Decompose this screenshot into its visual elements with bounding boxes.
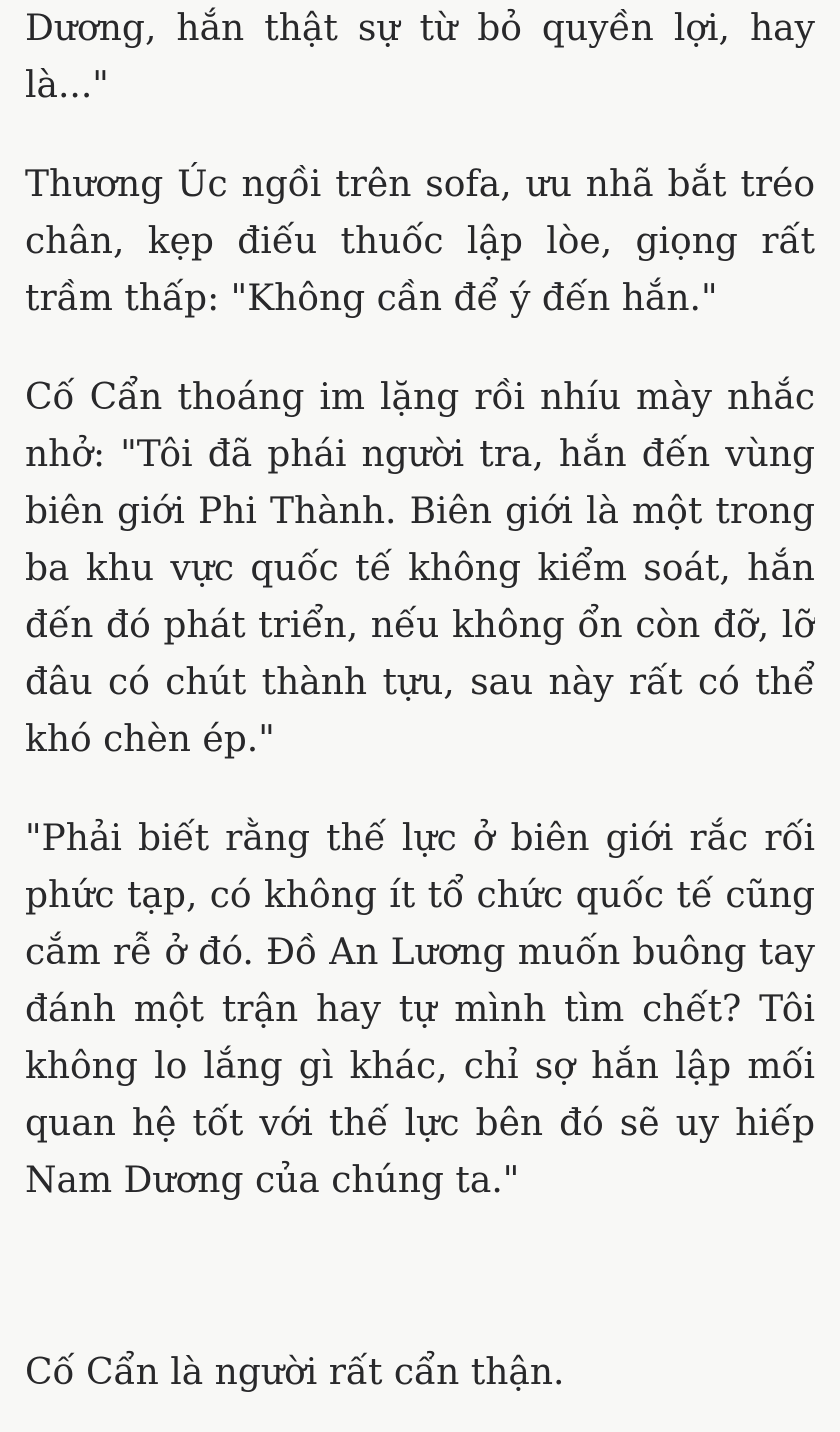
paragraph: [25, 810, 815, 1209]
text-line: không lo lắng gì khác, chỉ sợ hắn lập mối: [25, 1046, 815, 1087]
text-line: khó chèn ép.": [25, 719, 275, 760]
text-line: là...": [25, 65, 109, 106]
text-line: quan hệ tốt với thế lực bên đó sẽ uy hiếp: [25, 1103, 815, 1144]
text-line: đâu có chút thành tựu, sau này rất có thể: [25, 662, 815, 703]
text-line: biên giới Phi Thành. Biên giới là một trong: [25, 491, 815, 532]
text-line: chân, kẹp điếu thuốc lập lòe, giọng rất: [25, 221, 815, 262]
text-line: phức tạp, có không ít tổ chức quốc tế cũng: [25, 875, 815, 916]
text-line: Nam Dương của chúng ta.": [25, 1160, 520, 1201]
text-line: ba khu vực quốc tế không kiểm soát, hắn: [25, 548, 815, 589]
text-line: trầm thấp: "Không cần để ý đến hắn.": [25, 278, 718, 319]
paragraph: [25, 369, 815, 768]
text-line: đến đó phát triển, nếu không ổn còn đỡ, lỡ: [25, 605, 815, 646]
text-line: Cố Cẩn là người rất cẩn thận.: [25, 1352, 565, 1393]
text-line: Cố Cẩn thoáng im lặng rồi nhíu mày nhắc: [25, 377, 815, 418]
text-line: Dương, hắn thật sự từ bỏ quyền lợi, hay: [25, 8, 815, 49]
text-line: đánh một trận hay tự mình tìm chết? Tôi: [25, 989, 815, 1030]
paragraph: [25, 0, 815, 114]
text-line: nhở: "Tôi đã phái người tra, hắn đến vùng: [25, 434, 815, 475]
text-line: cắm rễ ở đó. Đồ An Lương muốn buông tay: [25, 932, 815, 973]
text-line: Thương Úc ngồi trên sofa, ưu nhã bắt tréo: [25, 164, 815, 205]
paragraph: [25, 1344, 815, 1401]
text-line: "Phải biết rằng thế lực ở biên giới rắc rối: [25, 818, 815, 859]
paragraph: [25, 156, 815, 327]
